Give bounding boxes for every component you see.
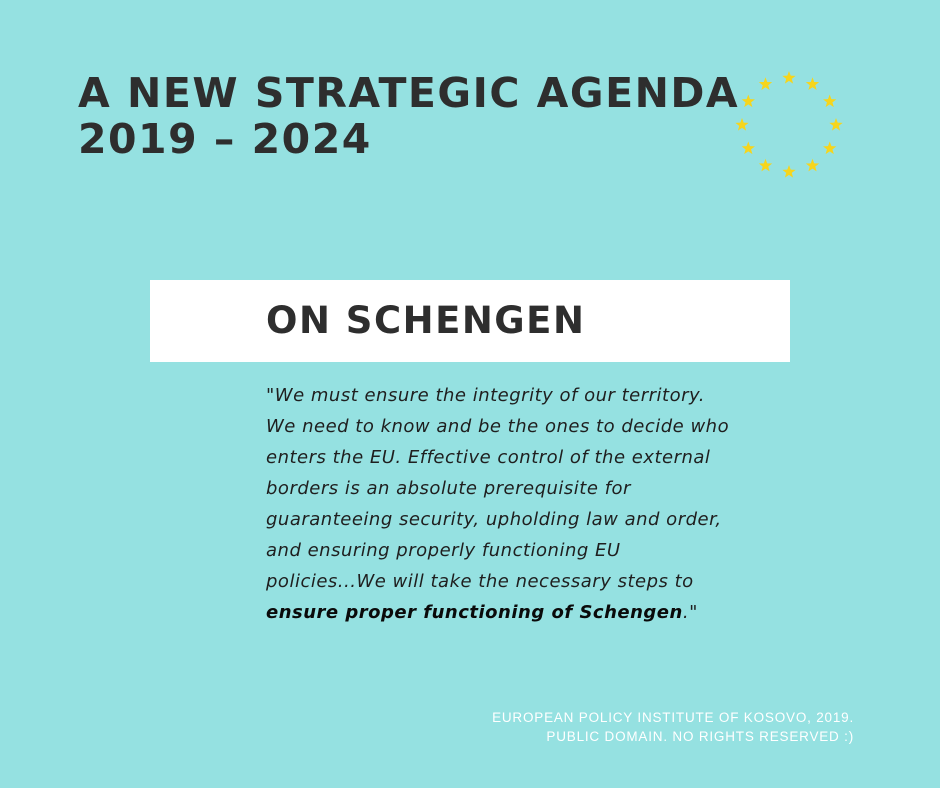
quote-line: enters the EU. Effective control of the external bbox=[266, 447, 711, 468]
quote-line: "We must ensure the integrity of our territory. bbox=[266, 385, 705, 406]
star-icon bbox=[823, 95, 836, 108]
footer-credit bbox=[492, 708, 854, 746]
quote-line: policies...We will take the necessary steps to bbox=[266, 571, 694, 592]
star-icon bbox=[806, 159, 819, 172]
star-icon bbox=[782, 71, 795, 84]
quote-emphasis: ensure proper functioning of Schengen bbox=[266, 602, 683, 623]
quote-last-line bbox=[266, 597, 706, 628]
quote-line: borders is an absolute prerequisite for bbox=[266, 478, 631, 499]
title-line-1: A NEW STRATEGIC AGENDA bbox=[78, 69, 740, 117]
page-title bbox=[78, 70, 739, 162]
quote-line: guaranteeing security, upholding law and order, bbox=[266, 509, 722, 530]
star-icon bbox=[742, 95, 755, 108]
star-icon bbox=[759, 77, 772, 90]
title-line-2: 2019 – 2024 bbox=[78, 115, 372, 163]
star-icon bbox=[742, 142, 755, 155]
star-icon bbox=[782, 165, 795, 178]
eu-stars-circle-icon bbox=[730, 68, 848, 186]
footer-line-1: EUROPEAN POLICY INSTITUTE OF KOSOVO, 2019. bbox=[492, 710, 854, 725]
star-icon bbox=[735, 118, 748, 131]
quote-line: and ensuring properly functioning EU bbox=[266, 540, 621, 561]
section-heading: ON SCHENGEN bbox=[266, 299, 586, 342]
quote-line: We need to know and be the ones to decide who bbox=[266, 416, 730, 437]
quote-end: ." bbox=[682, 602, 698, 623]
star-icon bbox=[759, 159, 772, 172]
quote-text bbox=[266, 380, 730, 628]
footer-line-2: PUBLIC DOMAIN. NO RIGHTS RESERVED :) bbox=[546, 729, 854, 744]
star-icon bbox=[806, 77, 819, 90]
star-icon bbox=[823, 142, 836, 155]
star-icon bbox=[829, 118, 842, 131]
